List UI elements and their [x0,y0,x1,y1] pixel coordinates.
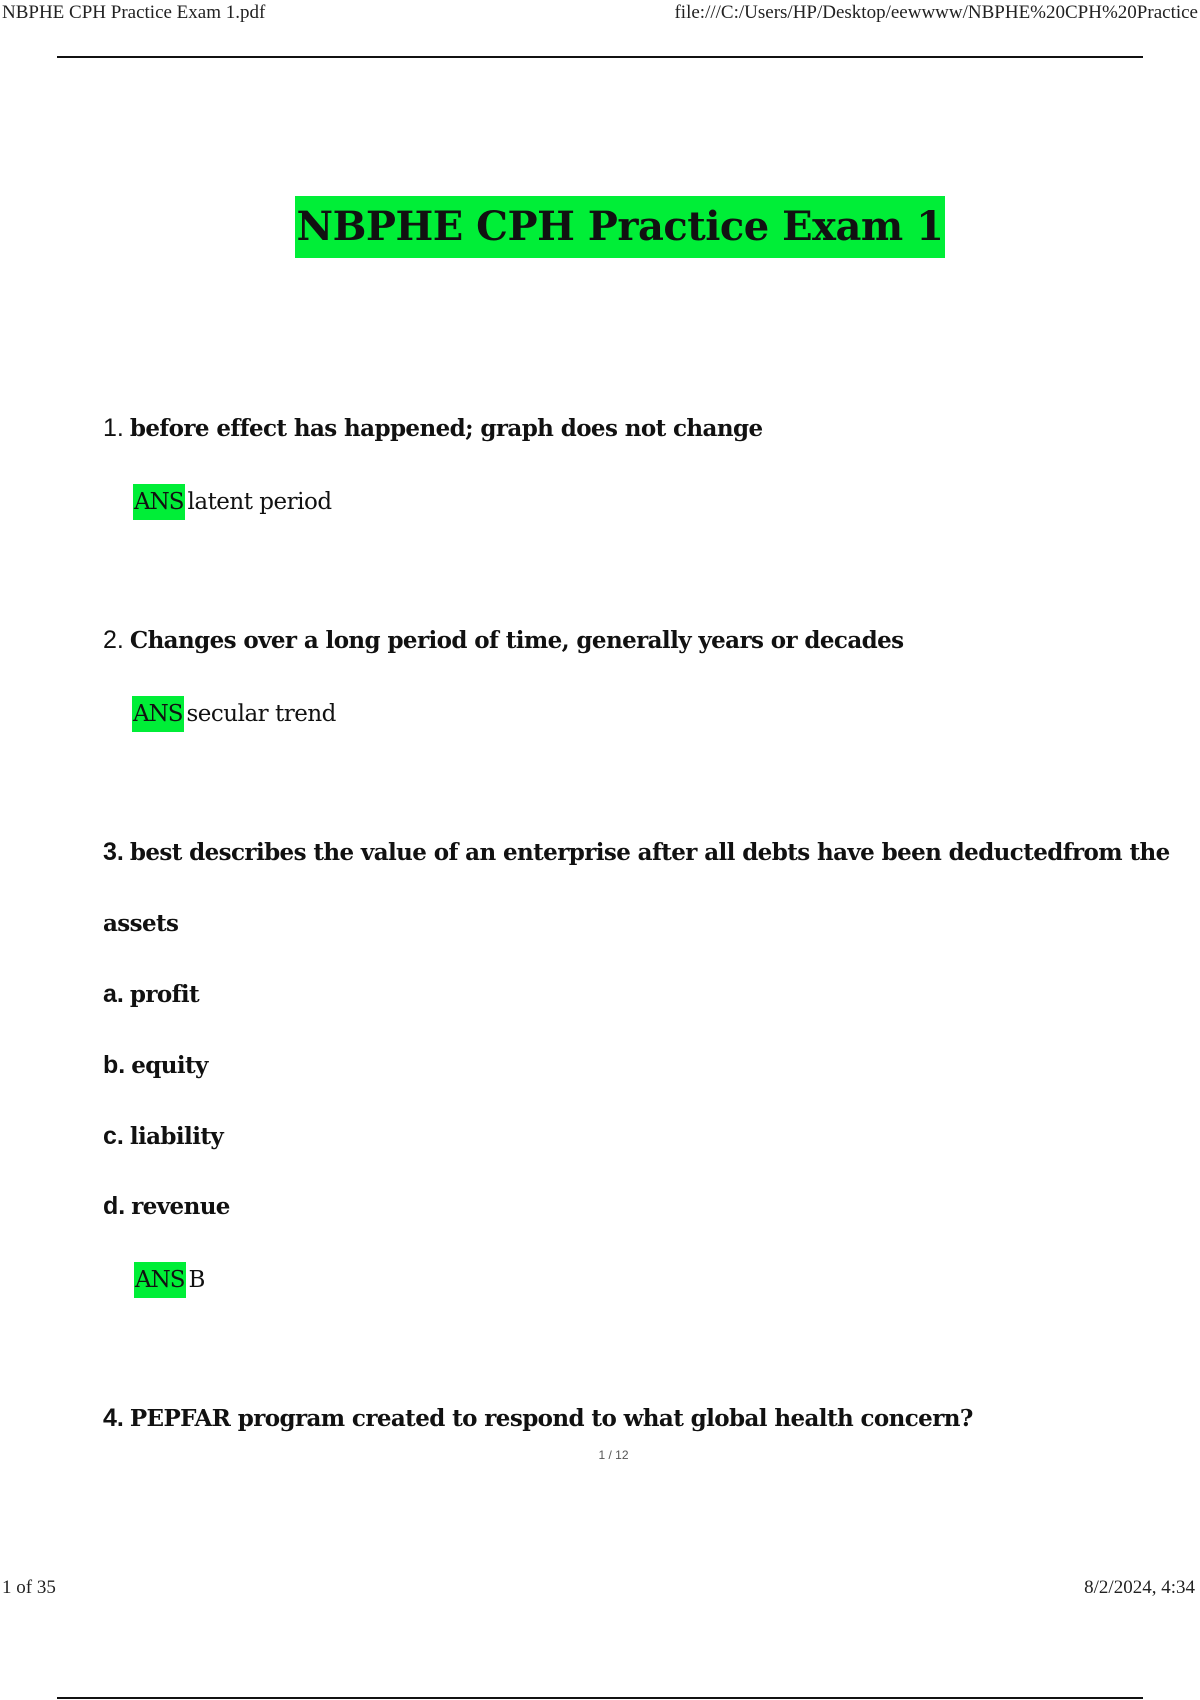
question-2 [103,626,904,655]
question-1 [103,414,763,443]
browser-print-header-url: file:///C:/Users/HP/Desktop/eewwww/NBPHE%20CPH%20Practice [674,2,1198,23]
browser-print-header-title: NBPHE CPH Practice Exam 1.pdf [2,2,266,23]
print-footer-page-count: 1 of 35 [2,1577,56,1598]
print-footer-timestamp: 8/2/2024, 4:34 [1084,1577,1195,1598]
option-a [103,980,199,1009]
answer-2 [132,696,336,732]
question-number: 2. [103,626,124,654]
document-title: NBPHE CPH Practice Exam 1 [295,196,946,258]
option-b [103,1051,208,1080]
option-text: revenue [131,1193,230,1220]
answer-1 [133,484,332,520]
option-text: liability [129,1123,224,1150]
ans-highlight: ANS [134,1262,186,1298]
question-text: best describes the value of an enterprise after all debts have been deductedfrom the [129,839,1170,866]
option-text: equity [131,1052,208,1079]
question-4 [103,1404,973,1433]
option-text: profit [129,981,200,1008]
question-text: PEPFAR program created to respond to what global health concern? [129,1405,973,1432]
question-number: 1. [103,414,124,442]
question-3-continued [103,910,178,937]
answer-text: secular trend [186,701,336,727]
question-number: 4. [103,1404,124,1432]
option-letter: c. [103,1122,124,1150]
answer-text: latent period [187,489,332,515]
answer-3 [134,1262,205,1298]
option-c [103,1122,223,1151]
question-text: Changes over a long period of time, generally years or decades [129,627,904,654]
option-letter: b. [103,1051,126,1079]
ans-highlight: ANS [132,696,184,732]
page-indicator: 1 / 12 [598,1448,629,1462]
option-letter: d. [103,1192,126,1220]
top-divider [57,56,1143,58]
question-text: assets [103,910,179,937]
title-container [0,196,1200,258]
option-letter: a. [103,980,124,1008]
answer-text: B [188,1267,205,1293]
question-number: 3. [103,838,124,866]
question-text: before effect has happened; graph does not change [129,415,763,442]
ans-highlight: ANS [133,484,185,520]
question-3 [103,838,1170,867]
bottom-divider [57,1697,1143,1699]
option-d [103,1192,230,1221]
